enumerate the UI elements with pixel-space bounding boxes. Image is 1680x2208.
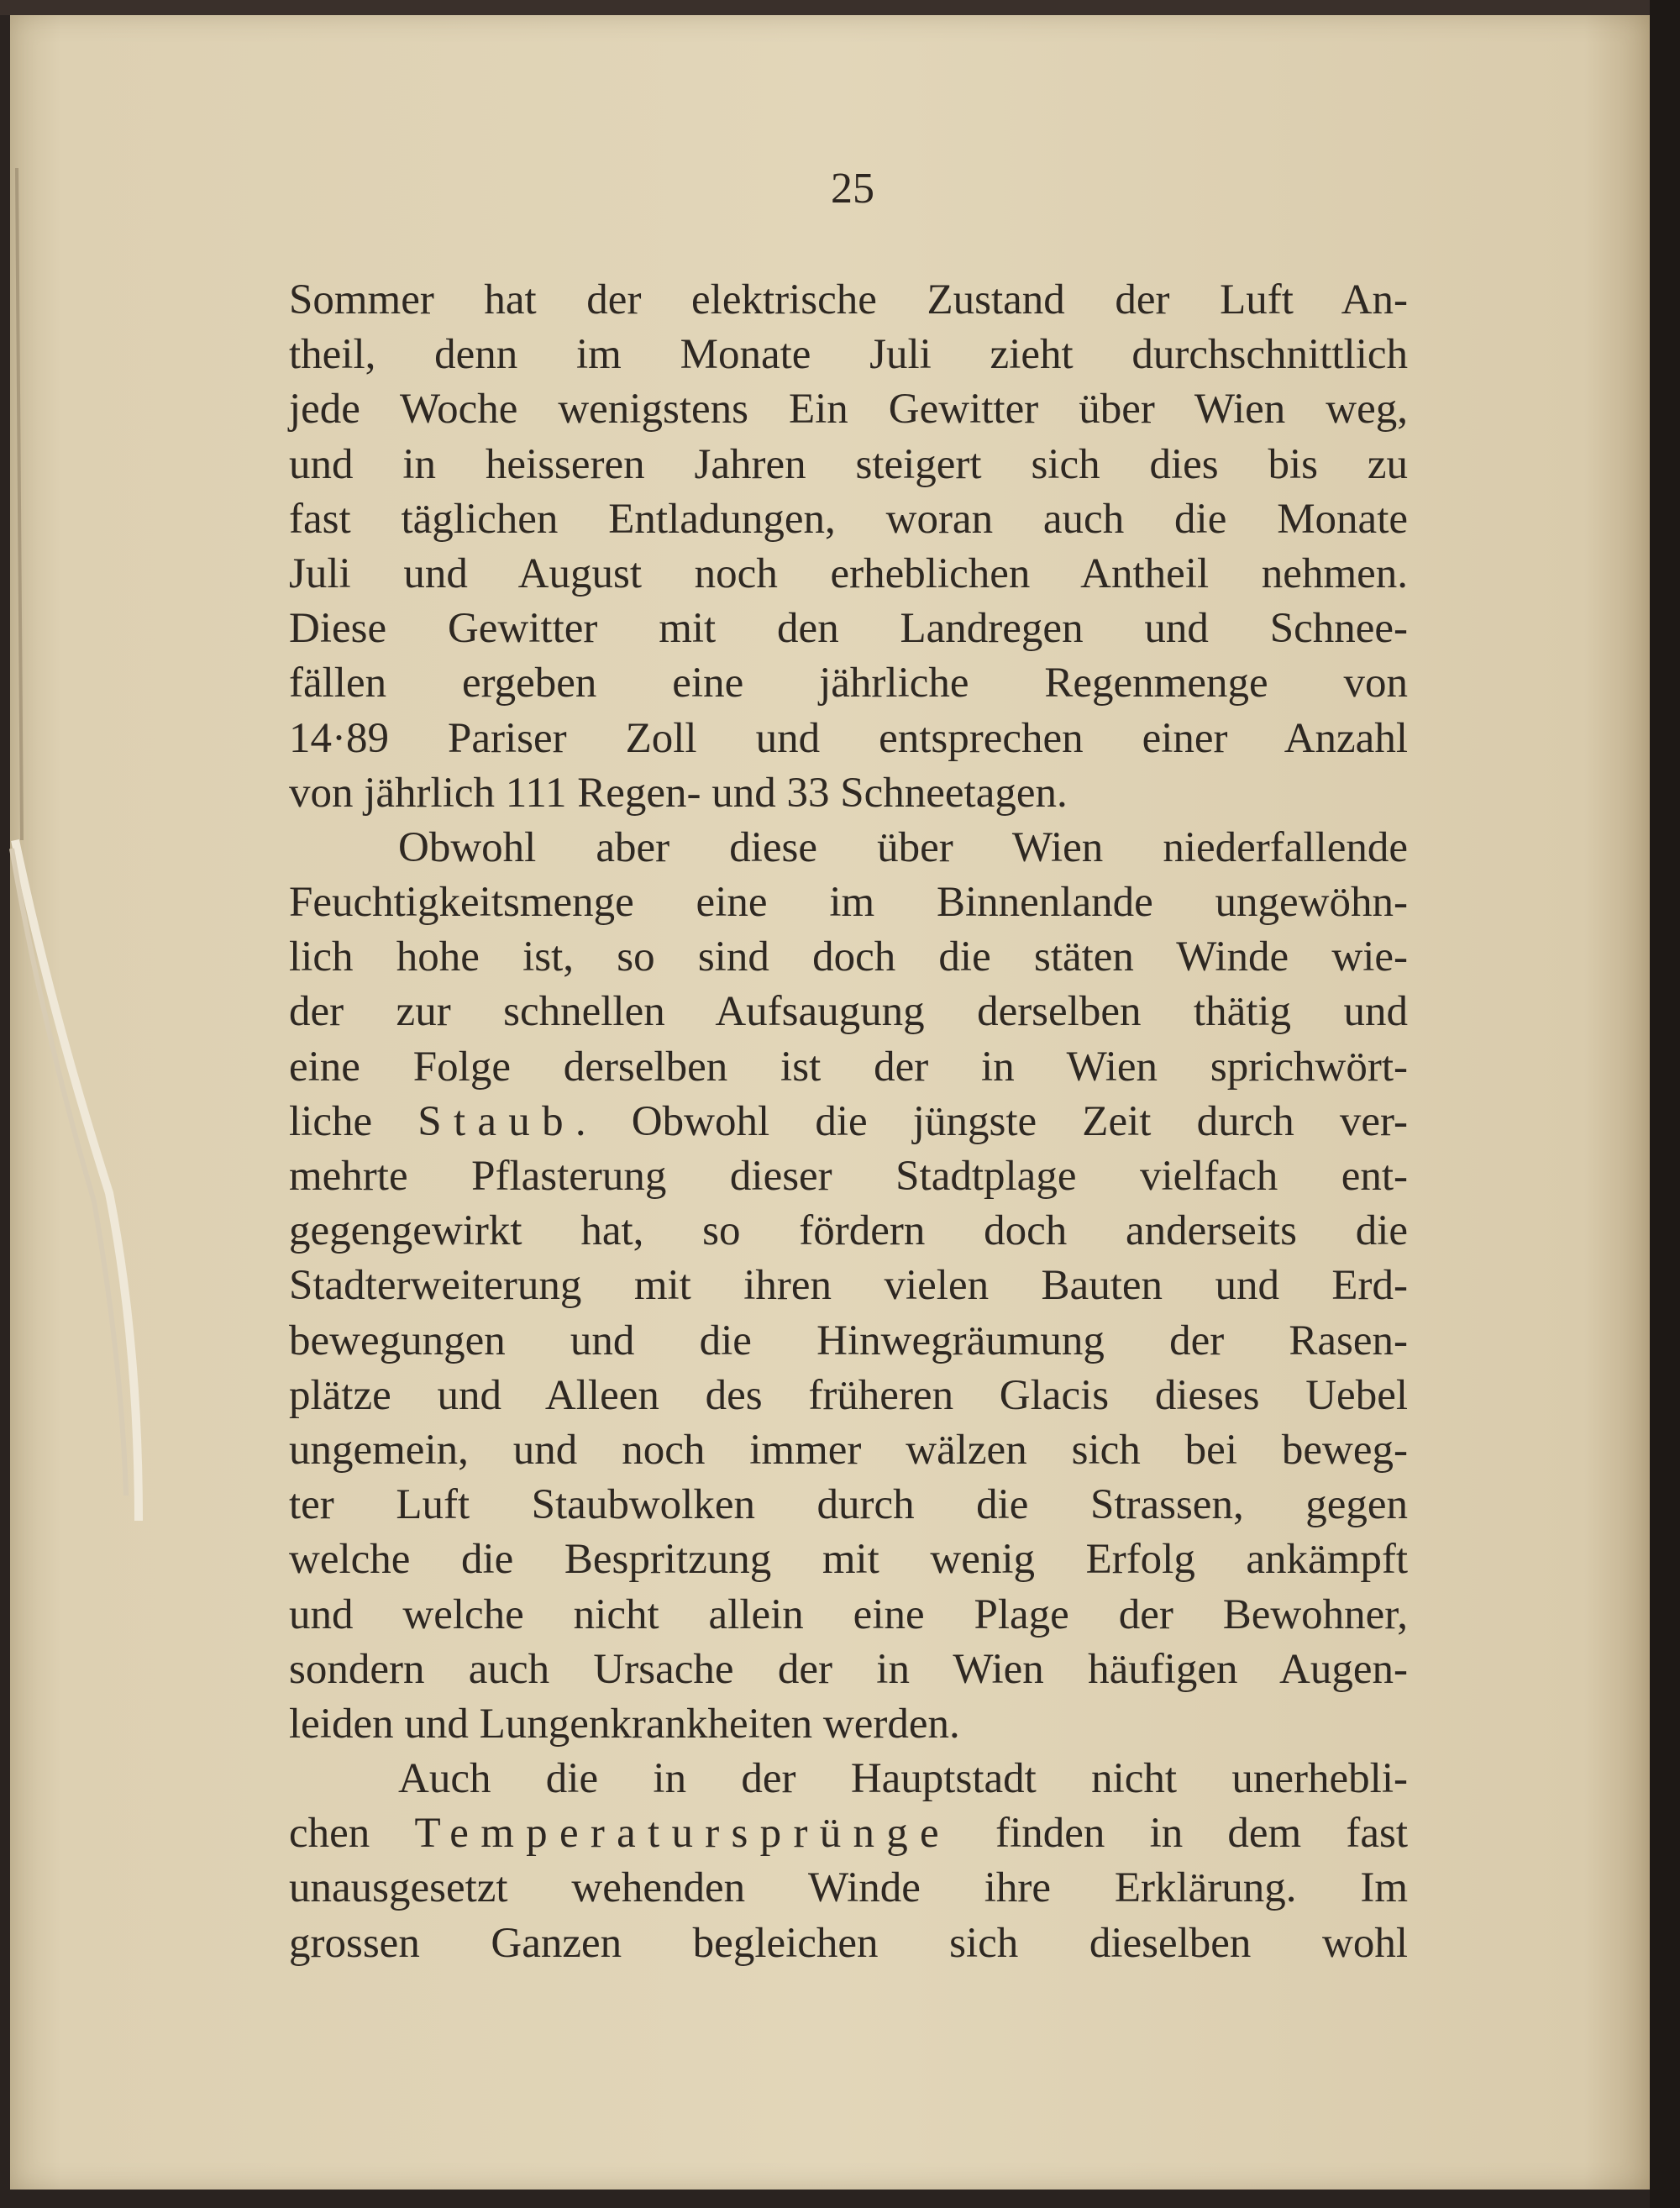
text-segment: ungemein, und noch immer wälzen sich bei beweg- bbox=[289, 1426, 1408, 1474]
text-line bbox=[289, 1697, 1408, 1752]
text-line bbox=[289, 1259, 1408, 1313]
text-segment: . Obwohl die jüngste Zeit durch ver- bbox=[575, 1097, 1408, 1145]
text-segment: Stadterweiterung mit ihren vielen Bauten und Erd- bbox=[289, 1262, 1408, 1310]
text-segment: Auch die in der Hauptstadt nicht unerhebli- bbox=[398, 1755, 1408, 1803]
text-line bbox=[289, 1643, 1408, 1697]
text-line bbox=[289, 1861, 1408, 1916]
text-segment: und welche nicht allein eine Plage der Bewohner, bbox=[289, 1590, 1408, 1638]
text-segment: Feuchtigkeitsmenge eine im Binnenlande ungewöhn- bbox=[289, 879, 1408, 927]
text-line bbox=[289, 1204, 1408, 1259]
text-line bbox=[289, 1314, 1408, 1369]
text-segment: sondern auch Ursache der in Wien häufigen Augen- bbox=[289, 1645, 1408, 1693]
text-segment: Juli und August noch erheblichen Antheil nehmen. bbox=[289, 549, 1408, 597]
text-segment: Diese Gewitter mit den Landregen und Schnee- bbox=[289, 605, 1408, 653]
text-line bbox=[289, 821, 1408, 875]
text-line bbox=[289, 1478, 1408, 1532]
text-line bbox=[289, 382, 1408, 437]
text-line bbox=[289, 930, 1408, 985]
text-line bbox=[289, 492, 1408, 547]
text-line bbox=[289, 273, 1408, 328]
text-segment: plätze und Alleen des früheren Glacis dieses Uebel bbox=[289, 1371, 1408, 1419]
text-line bbox=[289, 656, 1408, 711]
text-segment: chen bbox=[289, 1810, 415, 1858]
text-segment: theil, denn im Monate Juli zieht durchschnittlich bbox=[289, 331, 1408, 379]
emphasized-word: Temperatursprünge bbox=[414, 1810, 951, 1858]
text-line bbox=[289, 1752, 1408, 1806]
text-line bbox=[289, 1806, 1408, 1861]
text-line bbox=[289, 1423, 1408, 1478]
page-number: 25 bbox=[831, 165, 874, 213]
text-line bbox=[289, 547, 1408, 602]
scan-top-edge bbox=[0, 0, 1680, 15]
text-segment: unausgesetzt wehenden Winde ihre Erklärung. Im bbox=[289, 1864, 1408, 1912]
text-segment: von jährlich 111 Regen- und 33 Schneetagen. bbox=[289, 769, 1068, 817]
text-line bbox=[289, 1532, 1408, 1587]
text-line bbox=[289, 328, 1408, 382]
text-segment: liche bbox=[289, 1097, 418, 1145]
text-line bbox=[289, 1040, 1408, 1095]
text-segment: grossen Ganzen begleichen sich dieselben wohl bbox=[289, 1919, 1408, 1967]
text-segment: finden in dem fast bbox=[950, 1810, 1408, 1858]
text-segment: mehrte Pflasterung dieser Stadtplage vielfach ent- bbox=[289, 1153, 1408, 1200]
text-line bbox=[289, 1588, 1408, 1643]
text-segment: bewegungen und die Hinwegräumung der Rasen- bbox=[289, 1317, 1408, 1364]
text-line bbox=[289, 875, 1408, 930]
text-line bbox=[289, 602, 1408, 656]
text-segment: lich hohe ist, so sind doch die stäten Winde wie- bbox=[289, 933, 1408, 981]
text-segment: fast täglichen Entladungen, woran auch die Monate bbox=[289, 495, 1408, 543]
text-segment: leiden und Lungenkrankheiten werden. bbox=[289, 1700, 960, 1748]
emphasized-word: Staub bbox=[417, 1097, 575, 1145]
scan-right-edge bbox=[1650, 0, 1680, 2208]
text-line bbox=[289, 985, 1408, 1039]
text-line bbox=[289, 1095, 1408, 1149]
text-segment: Sommer hat der elektrische Zustand der Luft An- bbox=[289, 276, 1408, 323]
text-line bbox=[289, 1369, 1408, 1423]
text-segment: der zur schnellen Aufsaugung derselben thätig und bbox=[289, 988, 1408, 1036]
text-segment: welche die Bespritzung mit wenig Erfolg ankämpft bbox=[289, 1536, 1408, 1584]
text-segment: 14·89 Pariser Zoll und entsprechen einer Anzahl bbox=[289, 714, 1408, 762]
text-segment: eine Folge derselben ist der in Wien sprichwört- bbox=[289, 1043, 1408, 1091]
text-line bbox=[289, 1149, 1408, 1204]
body-text bbox=[289, 273, 1408, 1971]
text-segment: ter Luft Staubwolken durch die Strassen, gegen bbox=[289, 1481, 1408, 1529]
text-line bbox=[289, 1916, 1408, 1971]
text-segment: gegengewirkt hat, so fördern doch anderseits die bbox=[289, 1207, 1408, 1255]
text-segment: Obwohl aber diese über Wien niederfallende bbox=[398, 823, 1408, 871]
text-line bbox=[289, 766, 1408, 821]
text-segment: und in heisseren Jahren steigert sich dies bis zu bbox=[289, 440, 1408, 488]
text-segment: jede Woche wenigstens Ein Gewitter über Wien weg, bbox=[289, 386, 1408, 434]
text-segment: fällen ergeben eine jährliche Regenmenge von bbox=[289, 660, 1408, 707]
text-line bbox=[289, 712, 1408, 766]
bookmark-ribbon-icon bbox=[0, 0, 168, 1596]
text-line bbox=[289, 438, 1408, 492]
